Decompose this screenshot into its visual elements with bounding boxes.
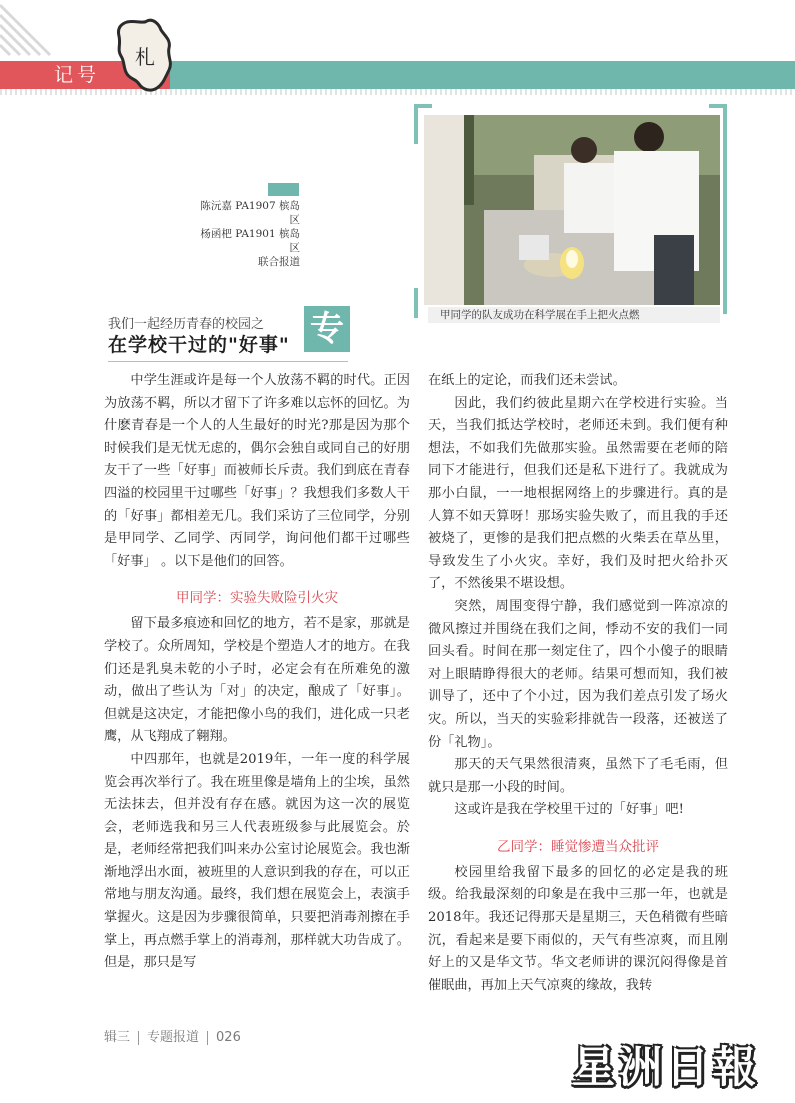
article-column-left xyxy=(104,370,410,975)
newspaper-watermark xyxy=(572,1034,777,1093)
paragraph: 那天的天气果然很清爽，虽然下了毛毛雨，但就只是那一小段的时间。 xyxy=(428,757,728,795)
byline xyxy=(200,199,300,269)
footer-section: 专题报道 xyxy=(147,1030,200,1045)
article-subtitle: 我们一起经历青春的校园之 xyxy=(108,317,265,332)
paragraph: 中学生涯或许是每一个人放荡不羁的时代。正因为放荡不羁，所以才留下了许多难以忘怀的回忆。为什麽青春是一个人的人生最好的时光?那是因为那个时候我们是无忧无虑的，偶尔会独自或同自己的好朋友干了一些「好事」而被师长斥责。我们到底在青春四溢的校园里干过哪些「好事」？我想我们多数人干的「好事」都相差无几。我们采访了三位同学，分别是甲同学、乙同学、丙同学，询问他们都干过哪些 「好事」 。以下是他们的回答。 xyxy=(104,373,410,569)
science-fair-photo xyxy=(424,115,720,305)
logo-text: 札 xyxy=(135,45,155,69)
paragraph: 校园里给我留下最多的回忆的必定是我的班级。给我最深刻的印象是在我中三那一年，也就是2018年。我还记得那天是星期三，天色稍微有些暗沉，看起来是要下雨似的，天气有些凉爽，而且刚好上的又是华文节。华文老师讲的课沉闷得像是首催眠曲，再加上天气凉爽的缘故，我转 xyxy=(428,864,728,993)
paragraph: 留下最多痕迹和回忆的地方，若不是家，那就是学校了。众所周知，学校是个塑造人才的地方。在我们还是乳臭未乾的小子时，必定会有在所难免的激动，做出了些认为「对」的决定，酿成了「好事」。但就是这决定，才能把像小鸟的我们，进化成一只老鹰，从飞翔成了翱翔。 xyxy=(104,616,410,745)
byline-accent-bar xyxy=(268,183,299,196)
paragraph: 突然，周围变得宁静，我们感觉到一阵凉凉的微风擦过并围绕在我们之间，悸动不安的我们一同回头看。时间在那一刻定住了，四个小傻子的眼睛对上眼睛睁得很大的老师。结果可想而知，我们被训导了，还中了个小过，因为我们差点引发了场火灾。所以，当天的实验彩排就告一段落，还被送了份「礼物」。 xyxy=(428,598,728,750)
footer-separator xyxy=(138,1031,139,1045)
section-label: 记号 xyxy=(54,64,101,86)
page-footer xyxy=(104,1026,241,1045)
page-number: 026 xyxy=(216,1030,241,1045)
article-column-right xyxy=(428,370,728,997)
byline-line: 杨函杷 PA1901 槟岛区 xyxy=(200,228,300,254)
watermark-text: 星洲日報 xyxy=(572,1043,760,1093)
title-tag: 专 xyxy=(304,306,350,352)
byline-line: 联合报道 xyxy=(258,256,300,268)
article-title: 在学校干过的"好事" xyxy=(108,334,290,356)
paragraph: 这或许是我在学校里干过的「好事」吧! xyxy=(454,802,684,818)
header-teal-bar xyxy=(170,61,795,89)
photo-caption: 甲同学的队友成功在科学展在手上把火点燃 xyxy=(428,307,720,323)
section-heading: 乙同学：睡觉惨遭当众批评 xyxy=(497,838,659,855)
title-divider xyxy=(108,361,348,362)
paragraph: 中四那年，也就是2019年，一年一度的科学展览会再次举行了。我在班里像是墙角上的尘埃，虽然无法抹去，但并没有存在感。就因为这一次的展览会，老师选我和另三人代表班级参与此展览会。於是，老师经常把我们叫来办公室讨论展览会。我也渐渐地浮出水面，被班里的人意识到我的存在，可以正常地与朋友沟通。最终，我们想在展览会上，表演手掌握火。这是因为步骤很简单，只要把消毒剂擦在手掌上，再点燃手掌上的消毒剂，那样就大功告成了。但是，那只是写 xyxy=(104,751,410,971)
paragraph: 因此，我们约彼此星期六在学校进行实验。当天，当我们抵达学校时，老师还未到。我们便有种想法，不如我们先做那实验。虽然需要在老师的陪同下才能进行，但我们还是私下进行了。我就成为那小白鼠，一一地根据网络上的步骤进行。真的是人算不如天算呀！那场实验失败了，而且我的手还被烧了，更惨的是我们把点燃的火柴丢在草丛里，导致发生了小火灾。幸好，我们及时把火给扑灭了，不然後果不堪设想。 xyxy=(428,395,728,592)
footer-separator xyxy=(207,1031,208,1045)
byline-line: 陈沅嘉 PA1907 槟岛区 xyxy=(200,200,300,226)
penang-map-logo-icon xyxy=(113,18,177,94)
section-heading: 甲同学：实验失败险引火灾 xyxy=(176,590,338,607)
paragraph: 在纸上的定论，而我们还未尝试。 xyxy=(428,373,626,388)
footer-issue: 辑三 xyxy=(104,1030,131,1045)
